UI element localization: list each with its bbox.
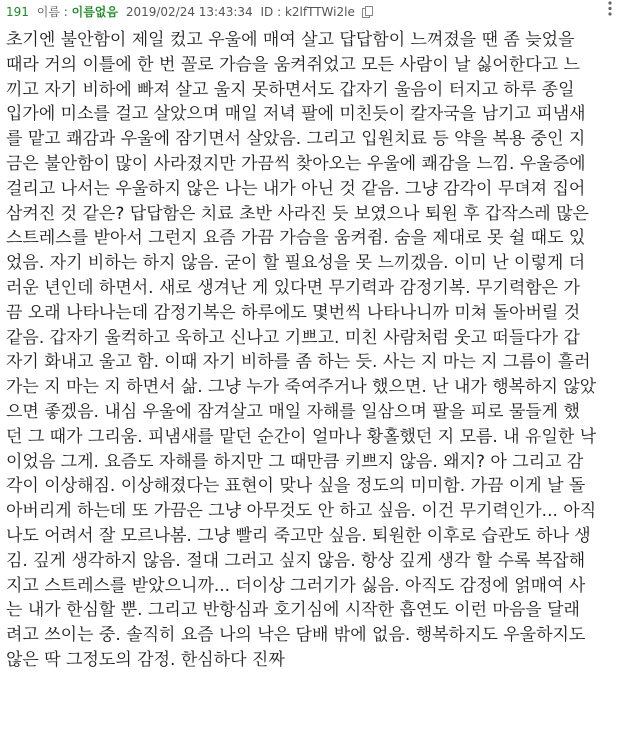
post-body-line: 스트레스를 받아서 그런지 요즘 가끔 가슴을 움켜쥠. 숨을 제대로 못 쉴 때도 있 [6,228,586,249]
post-body-line: 었음. 자기 비하는 하지 않음. 굳이 할 필요성을 못 느끼겠음. 이미 난 이렇게 더 [6,253,586,274]
post-body-line: 초기엔 불안함이 제일 컸고 우울에 매여 살고 답답함이 느껴졌을 땐 좀 늦었을 [6,30,575,50]
post-body-line: 각이 이상해짐. 이상해졌다는 표현이 맞나 싶을 정도의 미미함. 가끔 이게 날 돌 [6,476,586,497]
post-body-line: 입가에 미소를 걸고 살았으며 매일 저녁 팔에 미친듯이 칼자국을 남기고 피냄새 [6,104,586,125]
post-body-line: 끔 오래 나타나는데 감정기복은 하루에도 몇번씩 나타나니까 미쳐 돌아버릴 것 [6,302,581,323]
post-body-line: 자기 화내고 울고 함. 이때 자기 비하를 좀 하는 듯. 사는 지 마는 지 그름이 흘러 [6,352,591,373]
post-body-line: 나도 어려서 잘 모르나봄. 그냥 빨리 죽고만 싶음. 퇴원한 이후로 습관도 하나 생 [6,525,591,546]
post-body-line: 끼고 자기 비하에 빠져 살고 울지 못하면서도 갑자기 울음이 터지고 하루 종일 [6,79,575,100]
author-name: 이름없음 [71,5,118,19]
post-body-line: 으면 좋겠음. 내심 우울에 잠겨살고 매일 자해를 일삼으며 팔을 피로 물들게 했 [6,401,580,422]
post-body-line: 삼켜진 것 같은? 답답함은 치료 초반 사라진 듯 보였으나 퇴원 후 갑작스레 많은 [6,203,589,224]
copy-icon[interactable] [362,6,373,18]
post-body-line: 가는 지 마는 지 하면서 삶. 그냥 누가 죽여주거나 했으면. 난 내가 행복하지 않았 [6,377,597,398]
post-number[interactable]: 191 [6,5,29,19]
post-body [6,28,606,673]
post-body-line: 지고 스트레스를 받았으니까... 더이상 그러기가 싫음. 아직도 감정에 얽매여 사 [6,575,586,596]
post-header [6,4,611,20]
post-body-line: 려고 쓰이는 중. 솔직히 요즘 나의 낙은 담배 밖에 없음. 행복하지도 우울하지도 [6,625,586,646]
post-body-line: 걸리고 나서는 우울하지 않은 나는 내가 아닌 것 같음. 그냥 감각이 무뎌져 집어 [6,178,586,199]
post-body-line: 금은 불안함이 많이 사라졌지만 가끔씩 찾아오는 우울에 쾌감을 느낌. 우울증에 [6,153,586,174]
post-body-line: 김. 깊게 생각하지 않음. 절대 그러고 싶지 않음. 항상 깊게 생각 할 수록 복잡해 [6,550,586,571]
vertical-ellipsis-icon[interactable] [605,0,615,18]
author-id: ID : k2lfTTWi2le [260,5,355,19]
post-body-line: 는 내가 한심할 뿐. 그리고 반항심과 호기심에 시작한 흡연도 이런 마음을 달래 [6,600,580,621]
post-datetime: 2019/02/24 13:43:34 [125,5,253,19]
post-body-line: 러운 년인데 하면서. 새로 생겨난 게 있다면 무기력과 감정기복. 무기력함은 가 [6,277,580,298]
name-label: 이름 : [36,5,68,19]
post-body-line: 같음. 갑자기 울컥하고 욱하고 신나고 기쁘고. 미친 사람처럼 웃고 떠들다가 갑 [6,327,580,348]
post-body-line: 를 맡고 쾌감과 우울에 잠기면서 살았음. 그리고 입원치료 등 약을 복용 중인 지 [6,129,586,150]
post-body-line: 아버리게 하는데 또 가끔은 그냥 아무것도 안 하고 싶음. 이건 무기력인가... 아직 [6,501,597,522]
post-body-line: 않은 딱 그정도의 감정. 한심하다 진짜 [6,649,285,670]
post-body-line: 때라 거의 이틀에 한 번 꼴로 가슴을 움켜쥐었고 모든 사람이 날 싫어한다고 느 [6,54,580,75]
post-body-line: 던 그 때가 그리움. 피냄새를 맡던 순간이 얼마나 황홀했던 지 모름. 내 유일한 낙 [6,426,597,447]
post-body-line: 이었음 그게. 요즘도 자해를 하지만 그 때만큼 키쁘지 않음. 왜지? 아 그리고 감 [6,451,584,472]
